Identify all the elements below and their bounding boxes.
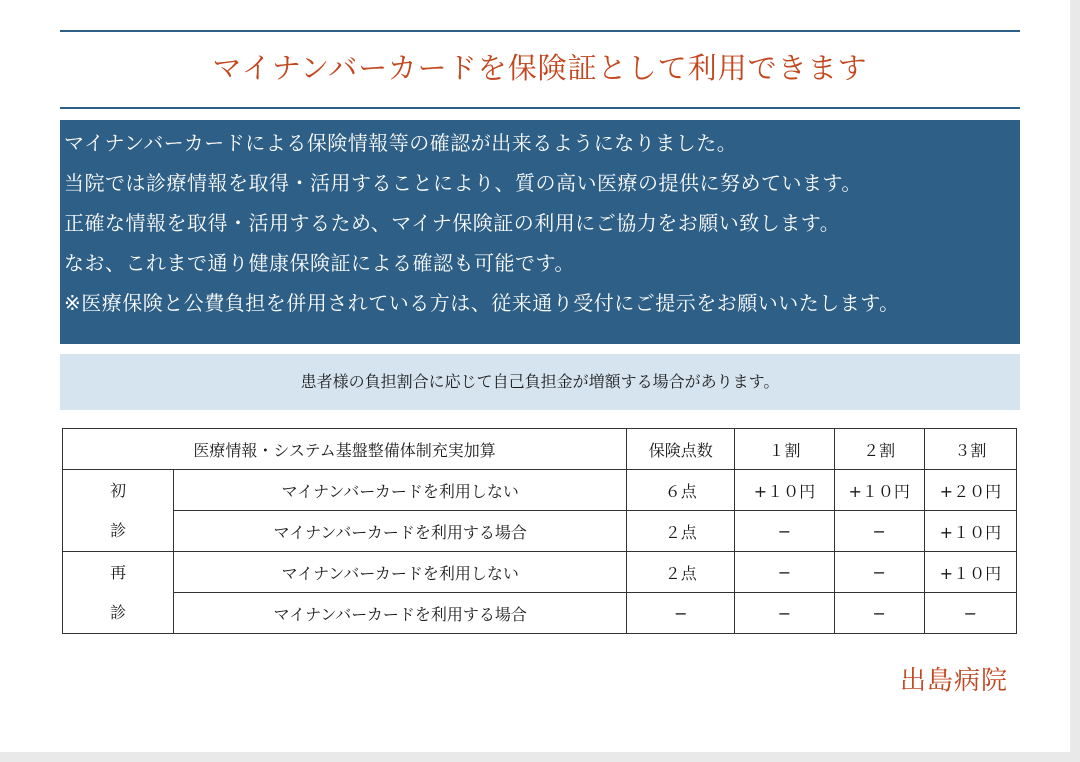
cost-cell: − [924, 593, 1016, 634]
info-line: 当院では診療情報を取得・活用することにより、質の高い医療の提供に努めています。 [64, 171, 862, 195]
cost-cell: − [735, 552, 834, 593]
cost-cell: +１０円 [735, 470, 834, 511]
row-label: マイナンバーカードを利用しない [174, 470, 627, 511]
cost-cell: +１０円 [924, 511, 1016, 552]
info-line: ※医療保険と公費負担を併用されている方は、従来通り受付にご提示をお願いいたします。 [64, 291, 900, 315]
cost-cell: +１０円 [834, 470, 924, 511]
cost-cell: +２０円 [924, 470, 1016, 511]
table-row [63, 593, 1017, 634]
points-cell: − [627, 593, 735, 634]
points-cell: ６点 [627, 470, 735, 511]
hospital-name: 出島病院 [899, 666, 1008, 696]
info-line: 正確な情報を取得・活用するため、マイナ保険証の利用にご協力をお願い致します。 [64, 211, 841, 235]
fee-table [62, 428, 1017, 634]
top-rule [60, 30, 1020, 32]
points-cell: ２点 [627, 511, 735, 552]
cost-cell: − [834, 593, 924, 634]
table-header-row [63, 429, 1017, 470]
row-label: マイナンバーカードを利用する場合 [174, 511, 627, 552]
row-label: マイナンバーカードを利用しない [174, 552, 627, 593]
revisit-label: 再 診 [63, 552, 174, 634]
cost-note: 患者様の負担割合に応じて自己負担金が増額する場合があります。 [60, 354, 1020, 410]
header-20-percent: ２割 [834, 429, 924, 470]
info-box [60, 120, 1020, 344]
title-bottom-rule [60, 107, 1020, 109]
points-cell: ２点 [627, 552, 735, 593]
cost-cell: − [735, 511, 834, 552]
page-title: マイナンバーカードを保険証として利用できます [212, 51, 868, 85]
cost-cell: − [735, 593, 834, 634]
table-row [63, 511, 1017, 552]
header-10-percent: １割 [735, 429, 834, 470]
table-row [63, 552, 1017, 593]
header-points: 保険点数 [627, 429, 735, 470]
first-visit-label: 初 診 [63, 470, 174, 552]
info-line: マイナンバーカードによる保険情報等の確認が出来るようになりました。 [64, 131, 738, 155]
cost-cell: +１０円 [924, 552, 1016, 593]
cost-cell: − [834, 511, 924, 552]
table-row [63, 470, 1017, 511]
cost-cell: − [834, 552, 924, 593]
header-30-percent: ３割 [924, 429, 1016, 470]
header-addition-name: 医療情報・システム基盤整備体制充実加算 [63, 429, 627, 470]
info-line: なお、これまで通り健康保険証による確認も可能です。 [64, 251, 575, 275]
row-label: マイナンバーカードを利用する場合 [174, 593, 627, 634]
